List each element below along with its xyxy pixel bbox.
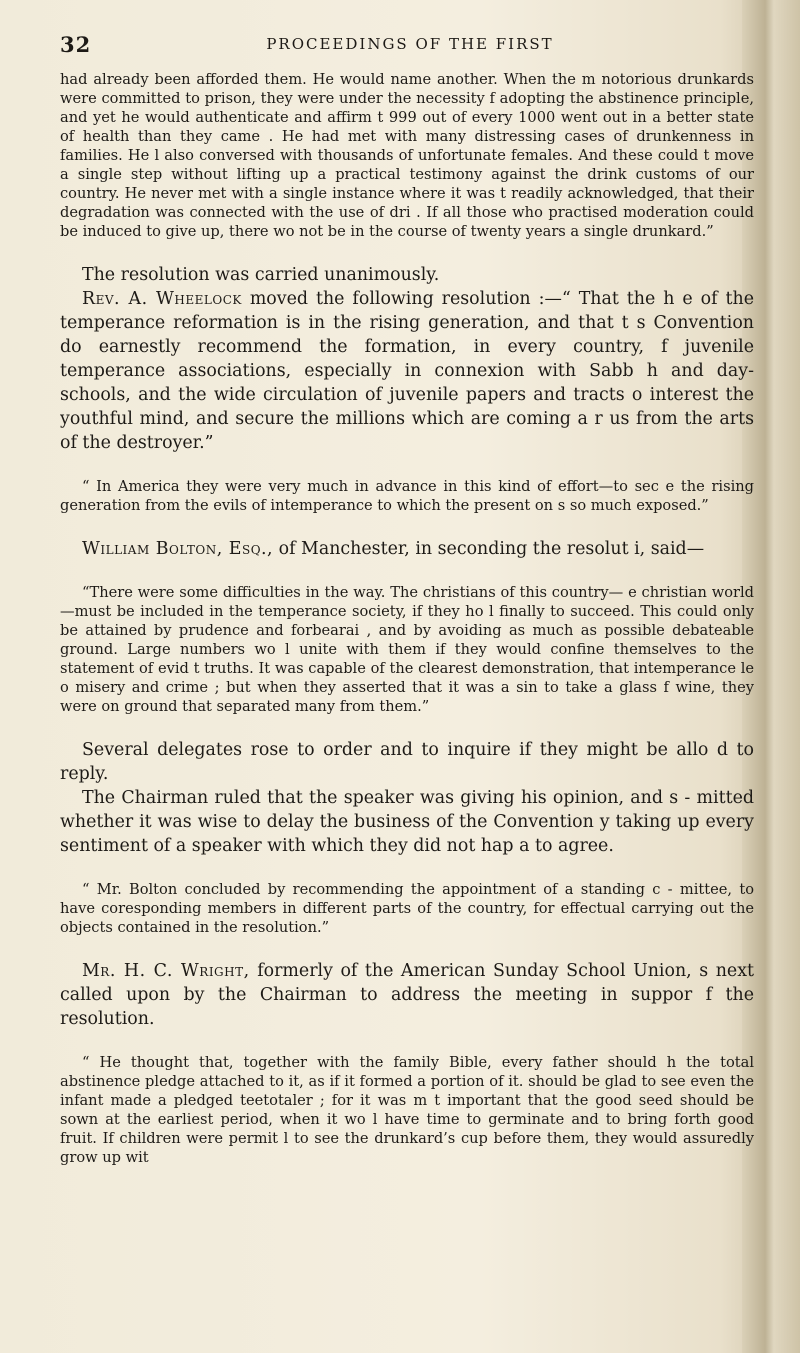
paragraph-delegates: Several delegates rose to order and to inquire if they might be allo d to reply. bbox=[60, 740, 754, 784]
paragraph-bolton-quote: “There were some difficulties in the way. The christians of this country— e christian world—must be included in the temperance society, if they ho l finally to succeed. This could only be attained by prudence and forbearai , and by avoiding as much as possible debateable ground. Large numbers wo l unite with them if they would confine themselves to the statement of evid t truths. It was capable of the clearest demonstration, that intemperance le o misery and crime ; but when they asserted that it was a sin to take a glass f wine, they were on ground that separated many from them.” bbox=[60, 584, 754, 715]
paragraph-text: formerly of the American Sunday School Union, s next called upon by the Chairman to address the meeting in suppor f the resolution. bbox=[60, 961, 754, 1029]
speaker-name: Mr. H. C. Wright, bbox=[82, 961, 250, 981]
page-number: 32 bbox=[60, 32, 92, 57]
page-header bbox=[60, 32, 760, 56]
paragraph-bolton-intro bbox=[60, 537, 754, 561]
paragraph-america-quote: “ In America they were very much in advance in this kind of effort—to sec e the rising generation from the evils of intemperance to which the present on s so much exposed.” bbox=[60, 478, 754, 514]
speaker-name: William Bolton, Esq., bbox=[82, 539, 274, 559]
paragraph-wright-intro bbox=[60, 959, 754, 1031]
paragraph-text: moved the following resolution :—“ That the h e of the temperance reformation is in the rising generation, and that t s Convention do earnestly recommend the formation, in every country, f juvenile temperance associations, especially in connexion with Sabb h and day-schools, and the wide circulation of juvenile papers and tracts o interest the youthful mind, and secure the millions which are coming a r us from the arts of the destroyer.” bbox=[60, 289, 754, 453]
page-body bbox=[60, 70, 754, 1167]
paragraph-chairman-ruling: The Chairman ruled that the speaker was giving his opinion, and s - mitted whether it was wise to delay the business of the Convention y taking up every sentiment of a speaker with which they did not hap a to agree. bbox=[60, 788, 754, 856]
paragraph-bolton-conclusion: “ Mr. Bolton concluded by recommending the appointment of a standing c - mittee, to have coresponding members in different parts of the country, for effectual carrying out the objects contained in the resolution.” bbox=[60, 881, 754, 936]
paragraph-quote-continuation: had already been afforded them. He would name another. When the m notorious drunkards were committed to prison, they were under the necessity f adopting the abstinence principle, and yet he would authenticate and affirm t 999 out of every 1000 went out in a better state of health than they came . He had met with many distressing cases of drunkenness in families. He l also conversed with thousands of unfortunate females. And these could t move a single step without lifting up a practical testimony against the drink customs of our country. He never met with a single instance where it was t readily acknowledged, that their degradation was connected with the use of dri . If all those who practised moderation could be induced to give up, there wo not be in the course of twenty years a single drunkard.” bbox=[60, 71, 754, 240]
paragraph-text: of Manchester, in seconding the resolut i, said— bbox=[273, 539, 705, 559]
paragraph-resolution-carried: The resolution was carried unanimously. bbox=[82, 265, 440, 285]
paragraph-wheelock-resolution bbox=[60, 287, 754, 455]
speaker-name: Rev. A. Wheelock bbox=[82, 289, 242, 309]
paragraph-wright-quote: “ He thought that, together with the family Bible, every father should h the total abstinence pledge attached to it, as if it formed a portion of it. should be glad to see even the infant made a pledged teetotaler ; for it was m t important that the good seed should be sown at the earliest period, when it wo l have time to germinate and to bring forth good fruit. If children were permit l to see the drunkard’s cup before them, they would assuredly grow up wit bbox=[60, 1054, 754, 1166]
running-head: PROCEEDINGS OF THE FIRST bbox=[266, 35, 554, 53]
